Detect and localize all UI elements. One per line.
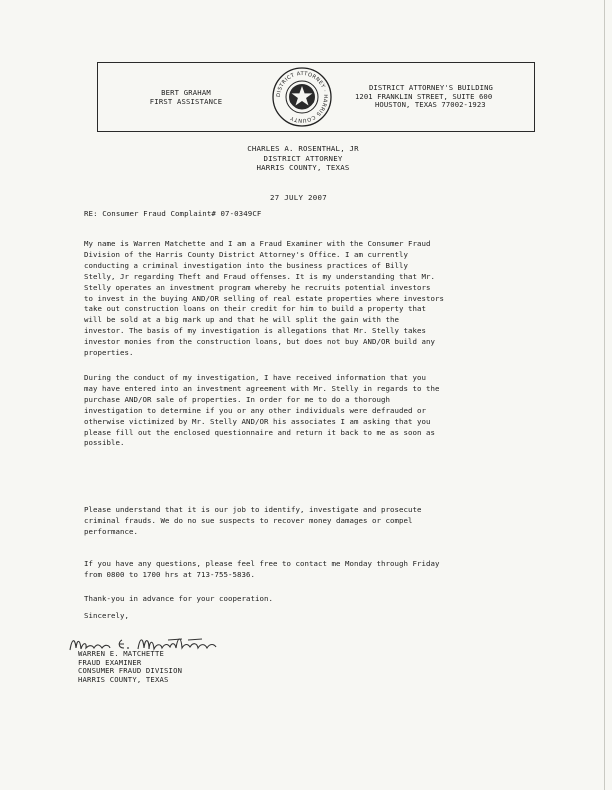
office-city: HOUSTON, TEXAS 77002-1923: [375, 100, 486, 110]
text-line: properties.: [84, 348, 134, 358]
signature-block: [78, 650, 182, 685]
district-attorney-block: [228, 144, 378, 173]
closing-text: Sincerely,: [84, 611, 129, 620]
paragraph-purpose: [84, 505, 524, 538]
text-line: criminal frauds. We do no sue suspects to recover money damages or compel: [84, 515, 413, 525]
office-building: DISTRICT ATTORNEY'S BUILDING: [369, 83, 493, 92]
text-line: take out construction loans on their credit for him to build a property that: [84, 304, 426, 314]
first-assistant-block: [136, 88, 236, 106]
text-line: investigation to determine if you or any other individuals were defrauded or: [84, 405, 426, 415]
office-street: 1201 FRANKLIN STREET, SUITE 600: [355, 91, 493, 101]
text-line: investor. The basis of my investigation is allegations that Mr. Stelly takes: [84, 326, 426, 336]
text-line: Division of the Harris County District Attorney's Office. I am currently: [84, 249, 408, 259]
first-assistant-title: FIRST ASSISTANCE: [149, 97, 223, 106]
text-line: My name is Warren Matchette and I am a Fraud Examiner with the Consumer Fraud: [84, 239, 431, 248]
text-line: performance.: [84, 526, 138, 536]
scan-edge: [604, 0, 605, 790]
paragraph-thanks: [84, 594, 524, 605]
office-address-block: [355, 84, 533, 110]
da-title: DISTRICT ATTORNEY: [263, 153, 343, 163]
text-line: otherwise victimized by Mr. Stelly AND/OR his associates I am asking that you: [84, 416, 431, 426]
text-line: conducting a criminal investigation into the business practices of Billy: [84, 260, 408, 270]
text-line: Stelly operates an investment program whereby he recruits potential investors: [84, 282, 431, 292]
text-line: investor monies from the construction loans, but does not buy AND/OR build any: [84, 337, 435, 347]
text-line: Thank-you in advance for your cooperation.: [84, 594, 273, 603]
signer-title: FRAUD EXAMINER: [78, 657, 142, 667]
district-attorney-seal-icon: [271, 66, 333, 128]
text-line: from 0800 to 1700 hrs at 713-755-5836.: [84, 569, 255, 579]
paragraph-investigation: [84, 373, 524, 449]
text-line: to invest in the buying AND/OR selling of real estate properties where investors: [84, 293, 444, 303]
letterhead: [97, 62, 535, 132]
closing: [84, 611, 524, 622]
letter-date: 27 JULY 2007: [270, 193, 327, 202]
da-name: CHARLES A. ROSENTHAL, JR: [247, 144, 359, 153]
signer-division: CONSUMER FRAUD DIVISION: [78, 666, 183, 676]
paragraph-intro: [84, 239, 524, 359]
signer-name: WARREN E. MATCHETTE: [78, 649, 165, 658]
paragraph-contact: [84, 559, 524, 581]
signer-county: HARRIS COUNTY, TEXAS: [78, 675, 169, 685]
text-line: Please understand that it is our job to identify, investigate and prosecute: [84, 505, 422, 514]
text-line: will be sold at a big mark up and that he will split the gain with the: [84, 315, 399, 325]
text-line: During the conduct of my investigation, I have received information that you: [84, 373, 426, 382]
da-county: HARRIS COUNTY, TEXAS: [256, 163, 350, 173]
text-line: purchase AND/OR sale of properties. In order for me to do a thorough: [84, 394, 390, 404]
text-line: please fill out the enclosed questionnaire and return it back to me as soon as: [84, 427, 435, 437]
text-line: Stelly, Jr regarding Theft and Fraud offenses. It is my understanding that Mr.: [84, 271, 435, 281]
first-assistant-name: BERT GRAHAM: [161, 88, 211, 97]
re-line: RE: Consumer Fraud Complaint# 07-0349CF: [84, 209, 262, 218]
text-line: If you have any questions, please feel free to contact me Monday through Friday: [84, 559, 440, 568]
text-line: may have entered into an investment agreement with Mr. Stelly in regards to the: [84, 383, 440, 393]
text-line: possible.: [84, 438, 125, 448]
seal-text: DISTRICT ATTORNEY · HARRIS COUNTY: [275, 70, 329, 124]
